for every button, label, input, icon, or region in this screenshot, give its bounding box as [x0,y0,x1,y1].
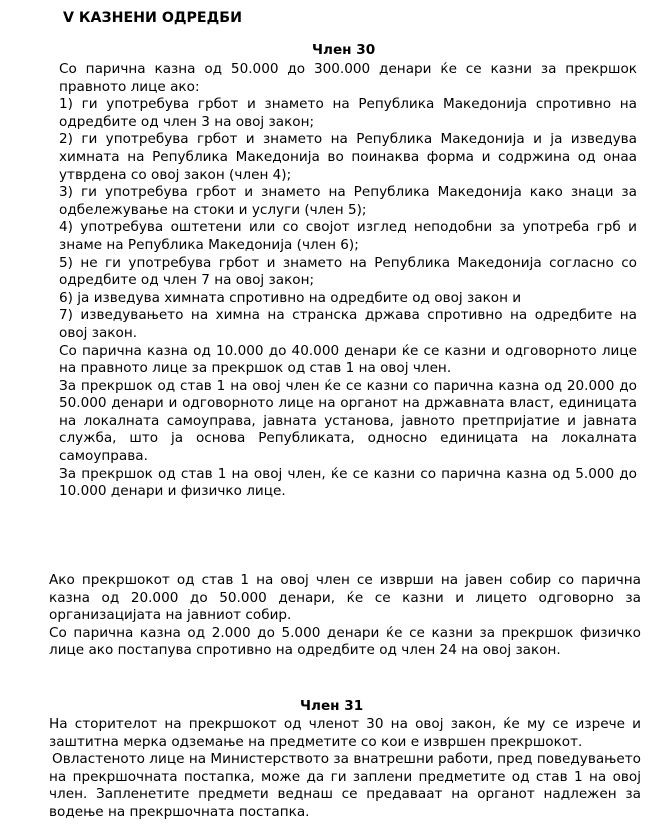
article-30-item: 2) ги употребува грбот и знамето на Република Македонија и ја изведува химната на Република Македонија во поинаква форма и содржина од онаа утврдена со овој закон (член 4); [59,131,637,183]
article-30-paragraph: Ако прекршокот од став 1 на овој член се изврши на јавен собир со парична казна од 20.000 до 50.000 денари, ќе се казни и лицето одговорно за организацијата на јавниот собир. [49,572,641,624]
article-30-heading: Член 30 [312,42,376,58]
article-31-paragraph: На сторителот на прекршокот од членот 30 на овој закон, ќе му се изрече и заштитна мерка одземање на предметите со кои е извршен прекршокот. [49,716,641,750]
article-30-body [59,61,637,501]
article-30-paragraph: Со парична казна од 50.000 до 300.000 денари ќе се казни за прекршок правното лице ако: [59,61,637,95]
article-30-item: 4) употребува оштетени или со својот изглед неподобни за употреба грб и знаме на Република Македонија (член 6); [59,219,637,253]
article-30-item: 6) ја изведува химната спротивно на одредбите од овој закон и [59,289,522,306]
article-31-heading: Член 31 [300,698,364,714]
article-31-body [49,716,641,822]
article-30-paragraph: За прекршок од став 1 на овој член, ќе се казни со парична казна од 5.000 до 10.000 денари и физичко лице. [59,465,637,500]
article-30-continuation [49,572,641,660]
article-31-paragraph: Овластеното лице на Министерството за внатрешни работи, пред поведувањето на прекршочната постапка, може да ги заплени предметите од став 1 на овој член. Запленетите предмети веднаш се предаваат на органот надлежен за водење на прекршочната постапка. [49,751,641,820]
article-30-item: 1) ги употребува грбот и знамето на Република Македонија спротивно на одредбите од член 3 на овој закон; [59,96,637,130]
chapter-title: V КАЗНЕНИ ОДРЕДБИ [63,10,242,26]
article-30-item: 5) не ги употребува грбот и знамето на Република Македонија согласно со одредбите од член 7 на овој закон; [59,254,637,289]
article-30-paragraph: Со парична казна од 10.000 до 40.000 денари ќе се казни и одговорното лице на правното лице за прекршок од став 1 на овој член. [59,342,637,377]
article-30-paragraph: Со парична казна од 2.000 до 5.000 денари ќе се казни за прекршок физичко лице ако постапува спротивно на одредбите од член 24 на овој закон. [49,624,641,659]
article-30-paragraph: За прекршок од став 1 на овој член ќе се казни со парична казна од 20.000 до 50.000 денари и одговорното лице на органот на државната власт, единицата на локалната самоуправа, јавната установа, јавното претпријатие и јавната служба, што ја основа Републиката, односно единицата на локалната самоуправа. [59,377,637,465]
article-30-item: 3) ги употребува грбот и знамето на Република Македонија како знаци за одбележување на стоки и услуги (член 5); [59,184,637,218]
article-30-item: 7) изведувањето на химна на странска држава спротивно на одредбите на овој закон. [59,307,637,341]
